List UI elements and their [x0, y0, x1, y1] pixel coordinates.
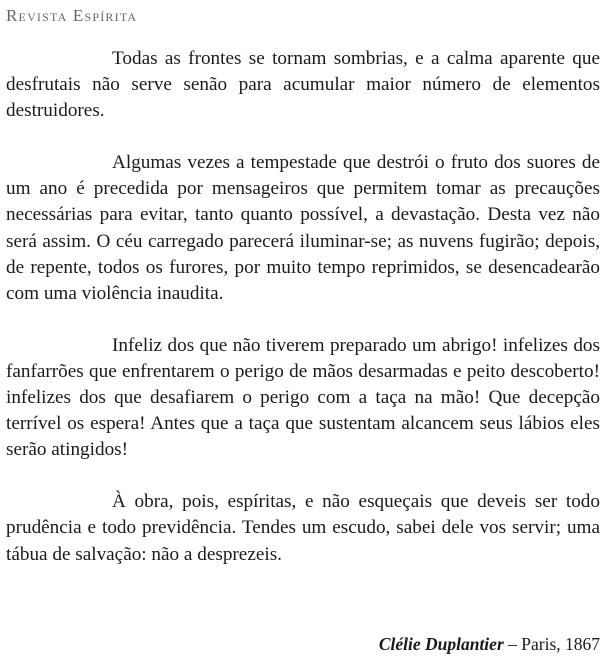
document-page: [6, 0, 600, 664]
signature-separator: –: [503, 634, 522, 654]
signature-author: Clélie Duplantier: [378, 634, 504, 654]
paragraph-3: Infeliz dos que não tiverem preparado um abrigo! infelizes dos fanfarrões que enfrentarem o perigo de mãos desarmadas e peito descoberto! infelizes dos que desafiarem o perigo com a taça na mão! Que decepção terrível os espera! Antes que a taça que sustentam alcancem seus lábios eles serão atingidos!: [6, 334, 600, 461]
paragraph-2: Algumas vezes a tempestade que destrói o fruto dos suores de um ano é precedida por mensageiros que permitem tomar as precauções necessárias para evitar, tanto quanto possível, a devastação. Desta vez não será assim. O céu carregado parecerá iluminar-se; as nuvens fugirão; depois, de repente, todos os furores, por muito tempo reprimidos, se desencadearão com uma violência inaudita.: [6, 152, 600, 304]
running-head: Revista Espírita: [6, 6, 138, 25]
signature-line: [379, 632, 600, 656]
signature-place-date: Paris, 1867: [521, 634, 600, 654]
body-text: [6, 46, 600, 594]
paragraph-4: À obra, pois, espíritas, e não esqueçais que deveis ser todo prudência e todo previdência. Tendes um escudo, sabei dele vos servir; uma tábua de salvação: não a desprezeis.: [6, 491, 600, 565]
paragraph-1: Todas as frontes se tornam sombrias, e a calma aparente que desfrutais não serve senão para acumular maior número de elementos destruidores.: [6, 48, 600, 122]
